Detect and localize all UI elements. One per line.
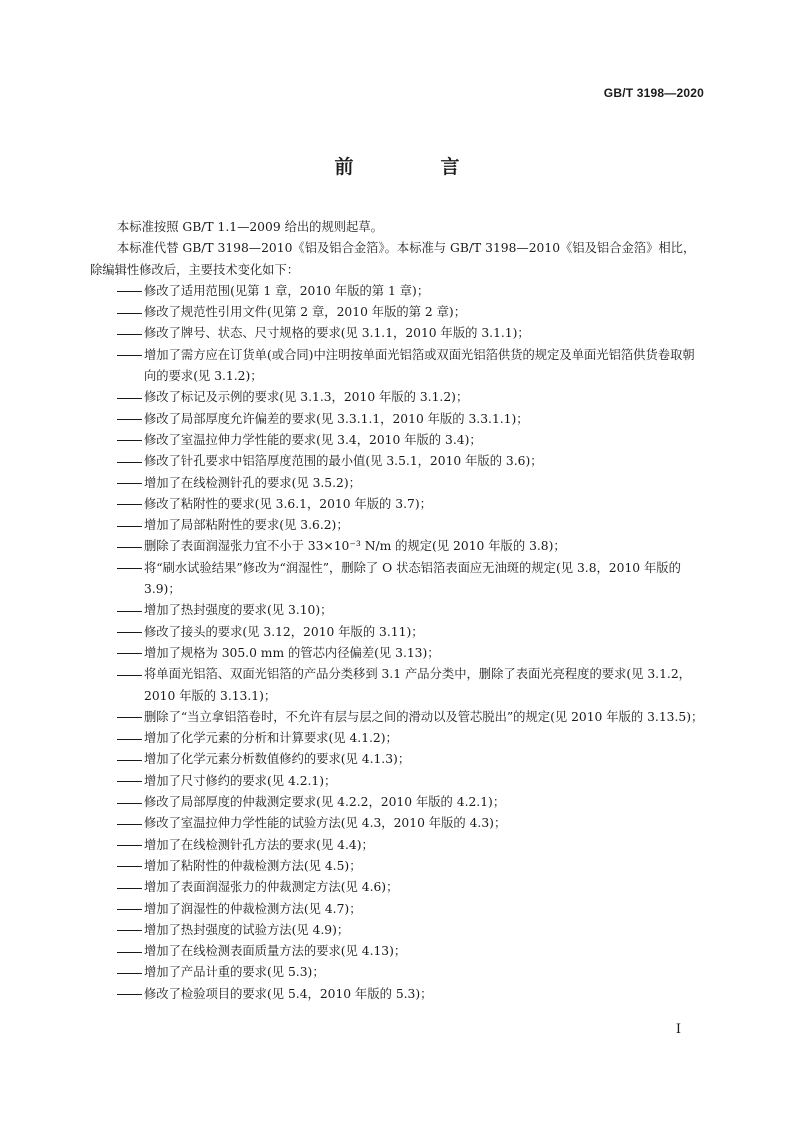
change-item <box>90 600 704 621</box>
change-item-text: 修改了粘附性的要求(见 3.6.1，2010 年版的 3.7)； <box>144 496 432 511</box>
change-item-text: 修改了规范性引用文件(见第 2 章，2010 年版的第 2 章)； <box>144 305 467 320</box>
change-item <box>90 409 704 430</box>
change-item <box>90 962 704 983</box>
intro-paragraph: 本标准按照 GB/T 1.1—2009 给出的规则起草。 <box>117 220 383 234</box>
change-item <box>90 813 704 834</box>
change-item-text: 增加了润湿性的仲裁检测方法(见 4.7)； <box>144 901 362 916</box>
change-item <box>90 323 704 344</box>
change-item <box>90 473 704 494</box>
page-title: 前 言 <box>334 156 494 178</box>
change-item-text: 增加了产品计重的要求(见 5.3)； <box>144 965 325 980</box>
change-item <box>90 515 704 536</box>
change-item-text: 增加了局部粘附性的要求(见 3.6.2)； <box>144 518 349 533</box>
change-item-text: 修改了局部厚度的仲裁测定要求(见 4.2.2，2010 年版的 4.2.1)； <box>144 795 506 810</box>
change-item <box>90 835 704 856</box>
change-item-text: 将单面光铝箔、双面光铝箔的产品分类移到 3.1 产品分类中，删除了表面光亮程度的要求(见 3.1.2，2010 年版的 3.13.1)； <box>144 667 691 703</box>
change-item-text: 增加了在线检测表面质量方法的要求(见 4.13)； <box>144 944 407 959</box>
change-item <box>90 749 704 770</box>
change-item-text: 修改了牌号、状态、尺寸规格的要求(见 3.1.1，2010 年版的 3.1.1)； <box>144 326 530 341</box>
change-item <box>90 302 704 323</box>
change-item-text: 修改了局部厚度允许偏差的要求(见 3.3.1.1，2010 年版的 3.3.1.1)； <box>144 411 529 426</box>
change-item <box>90 728 704 749</box>
change-item <box>90 771 704 792</box>
change-item <box>90 345 704 388</box>
change-item <box>90 387 704 408</box>
change-item <box>90 664 704 707</box>
change-item-text: 修改了适用范围(见第 1 章，2010 年版的第 1 章)； <box>144 283 430 298</box>
intro-paragraph: 本标准代替 GB/T 3198—2010《铝及铝合金箔》。本标准与 GB/T 3198—2010《铝及铝合金箔》相比，除编辑性修改后，主要技术变化如下： <box>90 241 696 277</box>
change-item-text: 增加了在线检测针孔的要求(见 3.5.2)； <box>144 475 361 490</box>
change-item-text: 将“刷水试验结果”修改为“润湿性”，删除了 O 状态铝箔表面应无油斑的规定(见 3.8，2010 年版的 3.9)； <box>144 560 681 597</box>
change-item-text: 修改了室温拉伸力学性能的要求(见 3.4，2010 年版的 3.4)； <box>144 432 482 447</box>
change-item <box>90 984 704 1005</box>
foreword-body <box>90 217 704 1005</box>
standard-code: GB/T 3198—2020 <box>603 86 704 100</box>
change-item <box>90 899 704 920</box>
change-item <box>90 558 704 601</box>
change-item <box>90 622 704 643</box>
change-item-text: 增加了粘附性的仲裁检测方法(见 4.5)； <box>144 858 362 873</box>
change-item-text: 增加了规格为 305.0 mm 的管芯内径偏差(见 3.13)； <box>144 645 440 660</box>
change-item-text: 修改了检验项目的要求(见 5.4，2010 年版的 5.3)； <box>144 986 433 1001</box>
change-item <box>90 451 704 472</box>
change-item-text: 增加了热封强度的要求(见 3.10)； <box>144 603 333 618</box>
change-item-text: 修改了针孔要求中铝箔厚度范围的最小值(见 3.5.1，2010 年版的 3.6)； <box>144 454 543 469</box>
change-item-text: 修改了接头的要求(见 3.12，2010 年版的 3.11)； <box>144 624 424 639</box>
change-item-text: 增加了化学元素分析数值修约的要求(见 4.1.3)； <box>144 752 411 767</box>
change-item <box>90 920 704 941</box>
change-item-text: 删除了“当立拿铝箔卷时，不允许有层与层之间的滑动以及管芯脱出”的规定(见 2010 年版的 3.13.5)； <box>144 709 704 724</box>
change-item-text: 增加了需方应在订货单(或合同)中注明按单面光铝箔或双面光铝箔供货的规定及单面光铝箔供货卷取朝向的要求(见 3.1.2)； <box>144 347 695 384</box>
change-item-text: 修改了标记及示例的要求(见 3.1.3，2010 年版的 3.1.2)； <box>144 390 469 405</box>
change-item-text: 增加了尺寸修约的要求(见 4.2.1)； <box>144 773 337 788</box>
change-item-text: 增加了化学元素的分析和计算要求(见 4.1.2)； <box>144 731 398 746</box>
change-item <box>90 494 704 515</box>
change-item <box>90 792 704 813</box>
change-item <box>90 856 704 877</box>
change-item-text: 增加了在线检测针孔方法的要求(见 4.4)； <box>144 837 374 852</box>
changes-list <box>90 281 704 1005</box>
change-item <box>90 643 704 664</box>
change-item <box>90 281 704 302</box>
change-item <box>90 430 704 451</box>
change-item-text: 增加了热封强度的试验方法(见 4.9)； <box>144 922 350 937</box>
change-item-text: 修改了室温拉伸力学性能的试验方法(见 4.3，2010 年版的 4.3)； <box>144 816 507 831</box>
change-item-text: 增加了表面润湿张力的仲裁测定方法(见 4.6)； <box>144 880 399 895</box>
page-number: I <box>675 1022 681 1037</box>
change-item-text: 删除了表面润湿张力宜不小于 33×10⁻³ N/m 的规定(见 2010 年版的 3.8)； <box>144 539 566 554</box>
change-item <box>90 707 704 728</box>
change-item <box>90 536 704 557</box>
change-item <box>90 941 704 962</box>
change-item <box>90 877 704 898</box>
